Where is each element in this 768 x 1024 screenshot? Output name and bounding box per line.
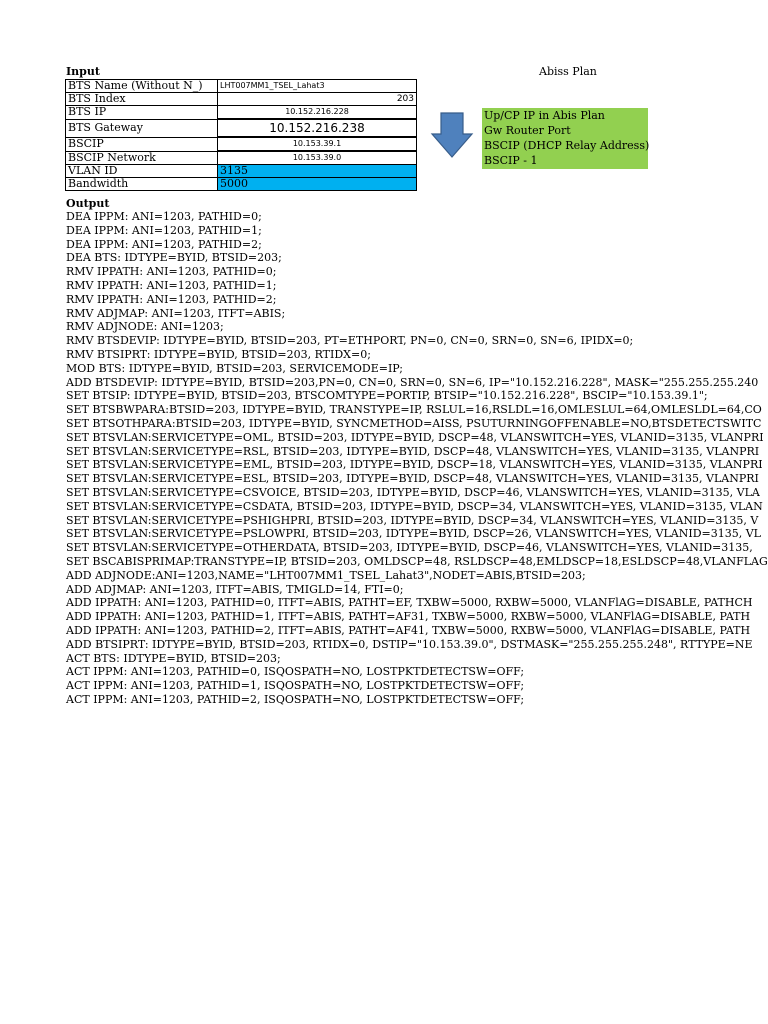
- param-value[interactable]: 10.152.216.238: [218, 119, 417, 137]
- output-command-line[interactable]: SET BTSVLAN:SERVICETYPE=CSVOICE, BTSID=203, IDTYPE=BYID, DSCP=46, VLANSWITCH=YES, VLANID=3135, VLA: [66, 485, 760, 499]
- output-command-line[interactable]: ADD ADJMAP: ANI=1203, ITFT=ABIS, TMIGLD=14, FTI=0;: [66, 582, 404, 596]
- output-command-line[interactable]: RMV ADJNODE: ANI=1203;: [66, 320, 224, 334]
- param-row-bts-ip: [66, 106, 417, 120]
- output-command-line[interactable]: RMV BTSDEVIP: IDTYPE=BYID, BTSID=203, PT=ETHPORT, PN=0, CN=0, SRN=0, SN=6, IPIDX=0;: [66, 334, 634, 348]
- param-row-vlan-id: [66, 165, 417, 178]
- output-command-line[interactable]: ADD BTSIPRT: IDTYPE=BYID, BTSID=203, RTIDX=0, DSTIP="10.153.39.0", DSTMASK="255.255.255.248", RTTYPE=NE: [66, 637, 753, 651]
- output-command-line[interactable]: SET BTSVLAN:SERVICETYPE=ESL, BTSID=203, IDTYPE=BYID, DSCP=48, VLANSWITCH=YES, VLANID=3135, VLANPRI: [66, 472, 759, 486]
- info-line-bscip-dhcp: BSCIP (DHCP Relay Address): [484, 139, 650, 152]
- param-key: BTS Index: [66, 93, 218, 106]
- output-command-line[interactable]: MOD BTS: IDTYPE=BYID, BTSID=203, SERVICEMODE=IP;: [66, 361, 404, 375]
- output-command-line[interactable]: SET BTSIP: IDTYPE=BYID, BTSID=203, BTSCOMTYPE=PORTIP, BTSIP="10.152.216.228", BSCIP="10.153.39.1";: [66, 389, 708, 403]
- down-arrow-icon: [431, 112, 473, 158]
- param-value[interactable]: 10.153.39.1: [218, 137, 417, 151]
- param-value[interactable]: 10.153.39.0: [218, 151, 417, 165]
- output-command-line[interactable]: SET BTSOTHPARA:BTSID=203, IDTYPE=BYID, SYNCMETHOD=AISS, PSUTURNINGOFFENABLE=NO,BTSDETECTSWITC: [66, 416, 762, 430]
- param-key: Bandwidth: [66, 178, 218, 191]
- output-command-line[interactable]: SET BTSVLAN:SERVICETYPE=OTHERDATA, BTSID=203, IDTYPE=BYID, DSCP=46, VLANSWITCH=YES, VLANID=3135,: [66, 541, 753, 555]
- param-key: BSCIP: [66, 137, 218, 151]
- input-parameter-table: [65, 79, 417, 191]
- output-command-line[interactable]: SET BTSBWPARA:BTSID=203, IDTYPE=BYID, TRANSTYPE=IP, RSLUL=16,RSLDL=16,OMLESLUL=64,OMLESLDL=64,CO: [66, 403, 762, 417]
- param-value[interactable]: LHT007MM1_TSEL_Lahat3: [218, 80, 417, 93]
- param-key: BSCIP Network: [66, 151, 218, 165]
- param-key: BTS IP: [66, 106, 218, 120]
- output-command-line[interactable]: ACT IPPM: ANI=1203, PATHID=2, ISQOSPATH=NO, LOSTPKTDETECTSW=OFF;: [66, 692, 525, 706]
- param-row-bts-gateway: [66, 119, 417, 137]
- info-line-up-cp-ip: Up/CP IP in Abis Plan: [484, 109, 605, 122]
- input-heading: Input: [66, 65, 100, 78]
- param-row-bts-index: [66, 93, 417, 106]
- output-command-line[interactable]: SET BTSVLAN:SERVICETYPE=OML, BTSID=203, IDTYPE=BYID, DSCP=48, VLANSWITCH=YES, VLANID=3135, VLANPRI: [66, 430, 764, 444]
- output-command-list: [66, 210, 768, 707]
- param-row-bscip: [66, 137, 417, 151]
- output-command-line[interactable]: ADD IPPATH: ANI=1203, PATHID=0, ITFT=ABIS, PATHT=EF, TXBW=5000, RXBW=5000, VLANFlAG=DISABLE, PATHCH: [66, 596, 753, 610]
- param-value[interactable]: 10.152.216.228: [218, 106, 417, 120]
- abiss-plan-heading: Abiss Plan: [539, 65, 597, 78]
- param-key: VLAN ID: [66, 165, 218, 178]
- abis-plan-info-box: [482, 108, 648, 169]
- param-row-bandwidth: [66, 178, 417, 191]
- output-command-line[interactable]: ADD IPPATH: ANI=1203, PATHID=2, ITFT=ABIS, PATHT=AF41, TXBW=5000, RXBW=5000, VLANFlAG=DISABLE, PATH: [66, 623, 751, 637]
- output-command-line[interactable]: DEA IPPM: ANI=1203, PATHID=0;: [66, 210, 262, 223]
- output-command-line[interactable]: ACT BTS: IDTYPE=BYID, BTSID=203;: [66, 651, 281, 665]
- info-line-bscip-minus-1: BSCIP - 1: [484, 154, 538, 167]
- param-row-bts-name: [66, 80, 417, 93]
- param-key: BTS Name (Without N_): [66, 80, 218, 93]
- output-command-line[interactable]: DEA IPPM: ANI=1203, PATHID=2;: [66, 237, 262, 251]
- param-value[interactable]: 3135: [218, 165, 417, 178]
- output-command-line[interactable]: ADD ADJNODE:ANI=1203,NAME="LHT007MM1_TSEL_Lahat3",NODET=ABIS,BTSID=203;: [66, 568, 586, 582]
- output-command-line[interactable]: ADD BTSDEVIP: IDTYPE=BYID, BTSID=203,PN=0, CN=0, SRN=0, SN=6, IP="10.152.216.228", MASK="255.255.255.240: [66, 375, 759, 389]
- output-command-line[interactable]: ACT IPPM: ANI=1203, PATHID=1, ISQOSPATH=NO, LOSTPKTDETECTSW=OFF;: [66, 679, 525, 693]
- output-command-line[interactable]: ACT IPPM: ANI=1203, PATHID=0, ISQOSPATH=NO, LOSTPKTDETECTSW=OFF;: [66, 665, 525, 679]
- param-value[interactable]: 5000: [218, 178, 417, 191]
- output-command-line[interactable]: DEA BTS: IDTYPE=BYID, BTSID=203;: [66, 251, 282, 265]
- param-value[interactable]: 203: [218, 93, 417, 106]
- param-key: BTS Gateway: [66, 119, 218, 137]
- output-command-line[interactable]: SET BTSVLAN:SERVICETYPE=RSL, BTSID=203, IDTYPE=BYID, DSCP=48, VLANSWITCH=YES, VLANID=3135, VLANPRI: [66, 444, 760, 458]
- info-line-gw-router-port: Gw Router Port: [484, 124, 571, 137]
- output-command-line[interactable]: RMV IPPATH: ANI=1203, PATHID=1;: [66, 278, 277, 292]
- output-command-line[interactable]: RMV IPPATH: ANI=1203, PATHID=0;: [66, 265, 277, 279]
- output-command-line[interactable]: DEA IPPM: ANI=1203, PATHID=1;: [66, 223, 262, 237]
- output-command-line[interactable]: SET BTSVLAN:SERVICETYPE=EML, BTSID=203, IDTYPE=BYID, DSCP=18, VLANSWITCH=YES, VLANID=3135, VLANPRI: [66, 458, 763, 472]
- output-command-line[interactable]: SET BTSVLAN:SERVICETYPE=PSLOWPRI, BTSID=203, IDTYPE=BYID, DSCP=26, VLANSWITCH=YES, VLANID=3135, VL: [66, 527, 761, 541]
- output-command-line[interactable]: SET BSCABISPRIMAP:TRANSTYPE=IP, BTSID=203, OMLDSCP=48, RSLDSCP=48,EMLDSCP=18,ESLDSCP=48,VLANFLAG: [66, 554, 768, 568]
- output-command-line[interactable]: SET BTSVLAN:SERVICETYPE=CSDATA, BTSID=203, IDTYPE=BYID, DSCP=34, VLANSWITCH=YES, VLANID=3135, VLAN: [66, 499, 763, 513]
- output-command-line[interactable]: RMV IPPATH: ANI=1203, PATHID=2;: [66, 292, 277, 306]
- output-heading: Output: [66, 197, 110, 210]
- output-command-line[interactable]: SET BTSVLAN:SERVICETYPE=PSHIGHPRI, BTSID=203, IDTYPE=BYID, DSCP=34, VLANSWITCH=YES, VLANID=3135, V: [66, 513, 759, 527]
- output-command-line[interactable]: ADD IPPATH: ANI=1203, PATHID=1, ITFT=ABIS, PATHT=AF31, TXBW=5000, RXBW=5000, VLANFlAG=DISABLE, PATH: [66, 610, 751, 624]
- output-command-line[interactable]: RMV BTSIPRT: IDTYPE=BYID, BTSID=203, RTIDX=0;: [66, 347, 371, 361]
- output-command-line[interactable]: RMV ADJMAP: ANI=1203, ITFT=ABIS;: [66, 306, 286, 320]
- param-row-bscip-network: [66, 151, 417, 165]
